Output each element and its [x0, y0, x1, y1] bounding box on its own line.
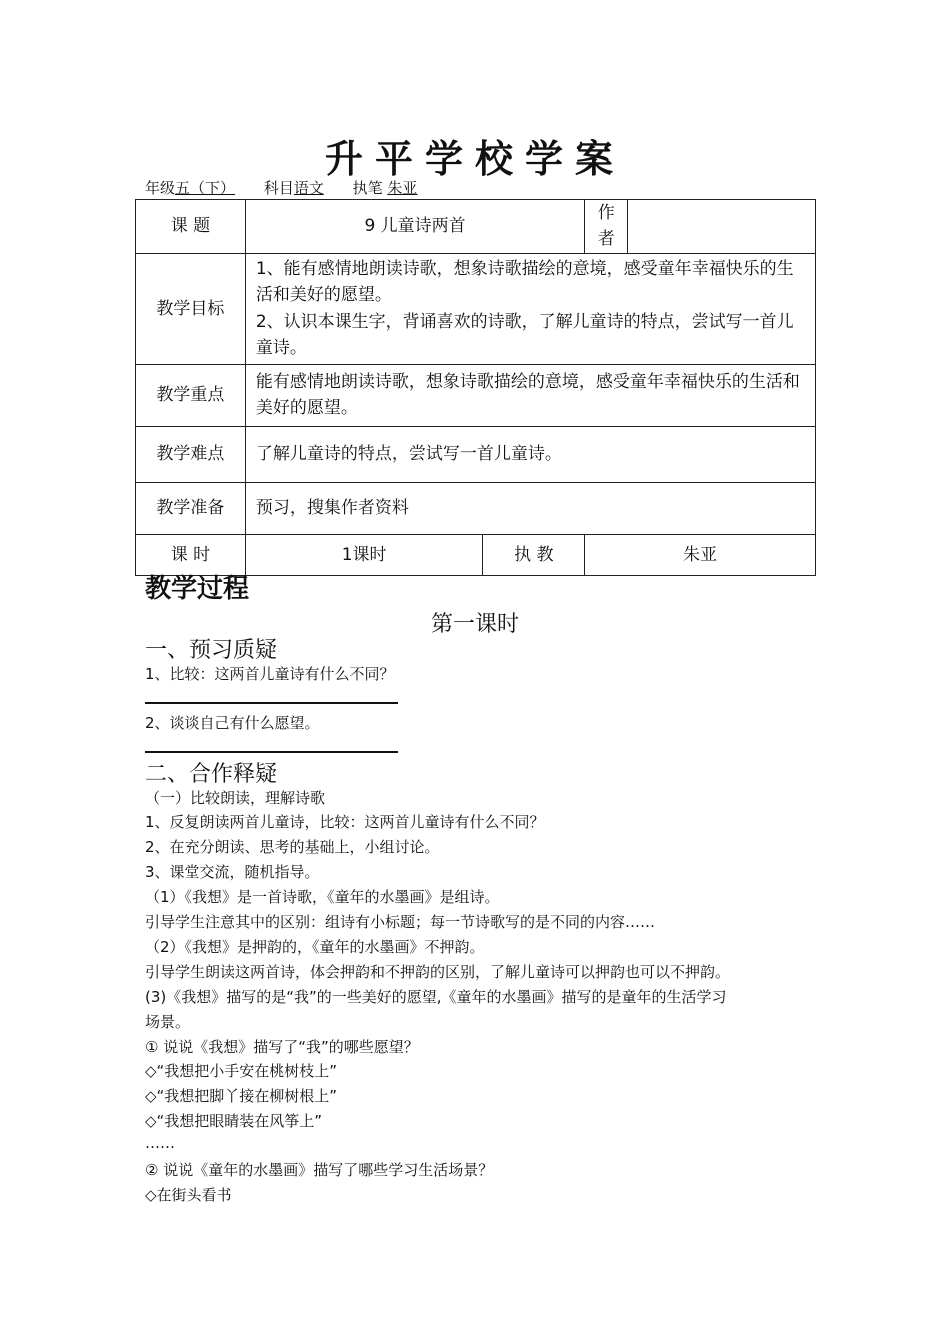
lesson-plan-table: [135, 199, 816, 576]
body-line: （1）《我想》是一首诗歌，《童年的水墨画》是组诗。: [145, 888, 500, 906]
answer-line: [145, 751, 398, 753]
table-row: [136, 426, 816, 482]
teacher-label: 执 教: [483, 534, 585, 575]
prep-label: 教学准备: [136, 482, 246, 534]
body-line: ◇“我想把小手安在桃树枝上”: [145, 1062, 338, 1080]
body-line: ② 说说《童年的水墨画》描写了哪些学习生活场景？: [145, 1161, 494, 1179]
goal-1: 1、能有感情地朗读诗歌，想象诗歌描绘的意境，感受童年幸福快乐的生活和美好的愿望。: [255, 259, 794, 306]
prep-value: 预习，搜集作者资料: [245, 482, 815, 534]
lesson-heading: 第一课时: [430, 612, 519, 637]
focus-value: 能有感情地朗读诗歌，想象诗歌描绘的意境，感受童年幸福快乐的生活和美好的愿望。: [245, 364, 815, 426]
topic-value: 9 儿童诗两首: [245, 200, 584, 254]
focus-label: 教学重点: [136, 364, 246, 426]
subject-value: 语文: [293, 179, 324, 197]
body-line: （2）《我想》是押韵的，《童年的水墨画》不押韵。: [145, 938, 485, 956]
author-label: 作者: [585, 200, 628, 254]
body-line: ◇“我想把眼睛装在风筝上”: [145, 1112, 323, 1130]
body-line: 3、课堂交流，随机指导。: [145, 863, 320, 881]
difficulty-value: 了解儿童诗的特点，尝试写一首儿童诗。: [245, 426, 815, 482]
page-title: 升平学校学案: [324, 136, 625, 181]
section-2-title: 二、合作释疑: [145, 762, 278, 787]
difficulty-label: 教学难点: [136, 426, 246, 482]
body-line: (3)《我想》描写的是“我”的一些美好的愿望,《童年的水墨画》描写的是童年的生活学习: [145, 988, 727, 1006]
body-line: 2、在充分朗读、思考的基础上，小组讨论。: [145, 838, 440, 856]
goals-label: 教学目标: [136, 253, 246, 364]
hours-value: 1课时: [245, 534, 483, 575]
header-meta: [145, 177, 417, 198]
body-line: ……: [145, 1134, 175, 1152]
grade-value: 五（下）: [175, 179, 236, 197]
section-1-title: 一、预习质疑: [145, 638, 278, 663]
table-row: [136, 253, 816, 364]
body-line: ① 说说《我想》描写了“我”的哪些愿望？: [145, 1038, 419, 1056]
body-line: ◇在街头看书: [145, 1186, 232, 1204]
process-heading: 教学过程: [145, 574, 250, 604]
table-row: [136, 364, 816, 426]
author-value: [628, 200, 816, 254]
body-line: ◇“我想把脚丫接在柳树根上”: [145, 1087, 338, 1105]
grade-label: 年级: [145, 179, 176, 197]
table-row: [136, 482, 816, 534]
topic-label: 课 题: [136, 200, 246, 254]
question-1: 1、比较：这两首儿童诗有什么不同？: [145, 665, 395, 683]
table-row: [136, 200, 816, 254]
answer-line: [145, 702, 398, 704]
body-line: 场景。: [145, 1013, 191, 1031]
body-line: 引导学生注意其中的区别：组诗有小标题；每一节诗歌写的是不同的内容……: [145, 913, 656, 931]
writer-label: 执笔: [352, 179, 383, 197]
subject-label: 科目: [263, 179, 294, 197]
teacher-value: 朱亚: [585, 534, 816, 575]
body-line: 1、反复朗读两首儿童诗，比较：这两首儿童诗有什么不同？: [145, 813, 545, 831]
body-line: 引导学生朗读这两首诗，体会押韵和不押韵的区别，了解儿童诗可以押韵也可以不押韵。: [145, 963, 731, 981]
hours-label: 课 时: [136, 534, 246, 575]
goals-cell: [245, 253, 815, 364]
goal-2: 2、认识本课生字，背诵喜欢的诗歌，了解儿童诗的特点，尝试写一首儿童诗。: [255, 311, 794, 359]
body-line: （一）比较朗读，理解诗歌: [145, 789, 326, 807]
writer-value: 朱亚: [387, 179, 418, 197]
question-2: 2、谈谈自己有什么愿望。: [145, 714, 320, 732]
